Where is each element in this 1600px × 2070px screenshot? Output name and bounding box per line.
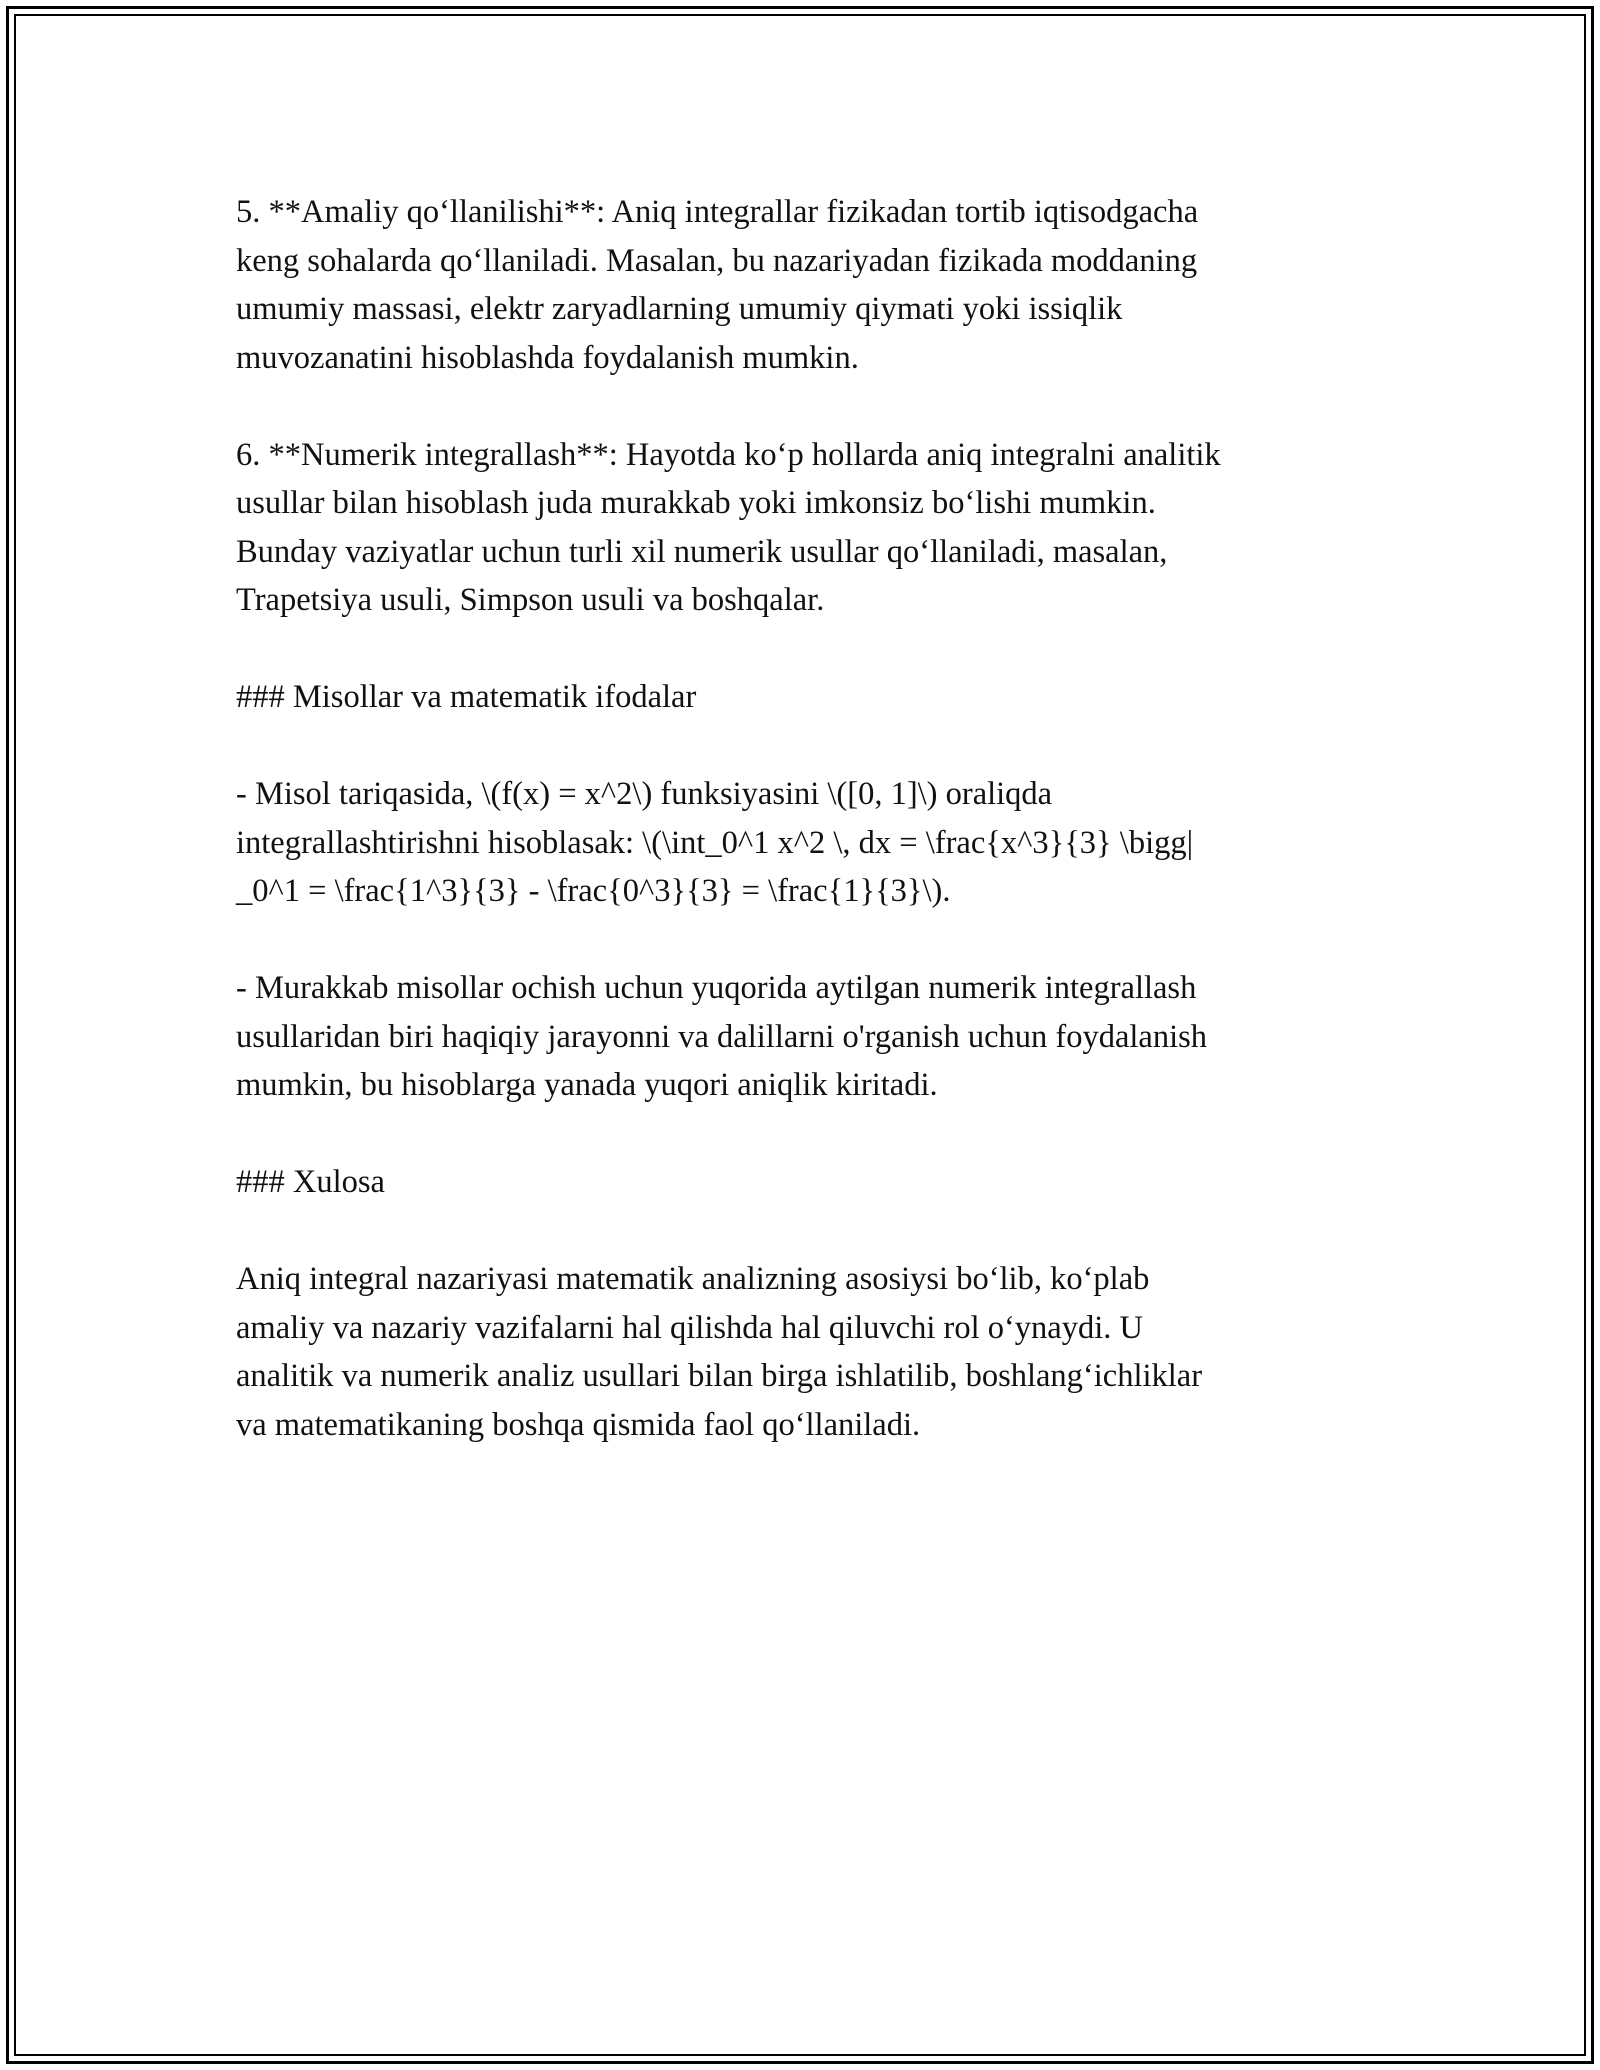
paragraph-amaliy-qollanilishi: 5. **Amaliy qo‘llanilishi**: Aniq integrallar fizikadan tortib iqtisodgacha keng sohalarda qo‘llaniladi. Masalan, bu nazariyadan fizikada moddaning umumiy massasi, elektr zaryadlarning umumiy qiymati yoki issiqlik muvozanatini hisoblashda foydalanish mumkin. xyxy=(236,194,1199,376)
paragraph-misol-example: - Misol tariqasida, \(f(x) = x^2\) funksiyasini \([0, 1]\) oraliqda integrallashtirishni hisoblasak: \(\int_0^1 x^2 \, dx = \frac{x^3}{3} \bigg| _0^1 = \frac{1^3}{3} - \frac{0^3}{3} = \frac{1}{3}\). xyxy=(236,776,1194,909)
paragraph-murakkab-misollar: - Murakkab misollar ochish uchun yuqorida aytilgan numerik integrallash usullaridan biri haqiqiy jarayonni va dalillarni o'rganish uchun foydalanish mumkin, bu hisoblarga yanada yuqori aniqlik kiritadi. xyxy=(236,970,1208,1103)
paragraph-numerik-integrallash: 6. **Numerik integrallash**: Hayotda ko‘p hollarda aniq integralni analitik usullar bilan hisoblash juda murakkab yoki imkonsiz bo‘lishi mumkin. Bunday vaziyatlar uchun turli xil numerik usullar qo‘llaniladi, masalan, Trapetsiya usuli, Simpson usuli va boshqalar. xyxy=(236,436,1221,618)
heading-misollar: ### Misollar va matematik ifodalar xyxy=(236,679,697,715)
document-body xyxy=(236,188,1366,1498)
heading-xulosa: ### Xulosa xyxy=(236,1164,385,1200)
paragraph-xulosa-text: Aniq integral nazariyasi matematik analizning asosiysi bo‘lib, ko‘plab amaliy va nazariy vazifalarni hal qilishda hal qiluvchi rol o‘ynaydi. U analitik va numerik analiz usullari bilan birga ishlatilib, boshlang‘ichliklar va matematikaning boshqa qismida faol qo‘llaniladi. xyxy=(236,1261,1203,1443)
